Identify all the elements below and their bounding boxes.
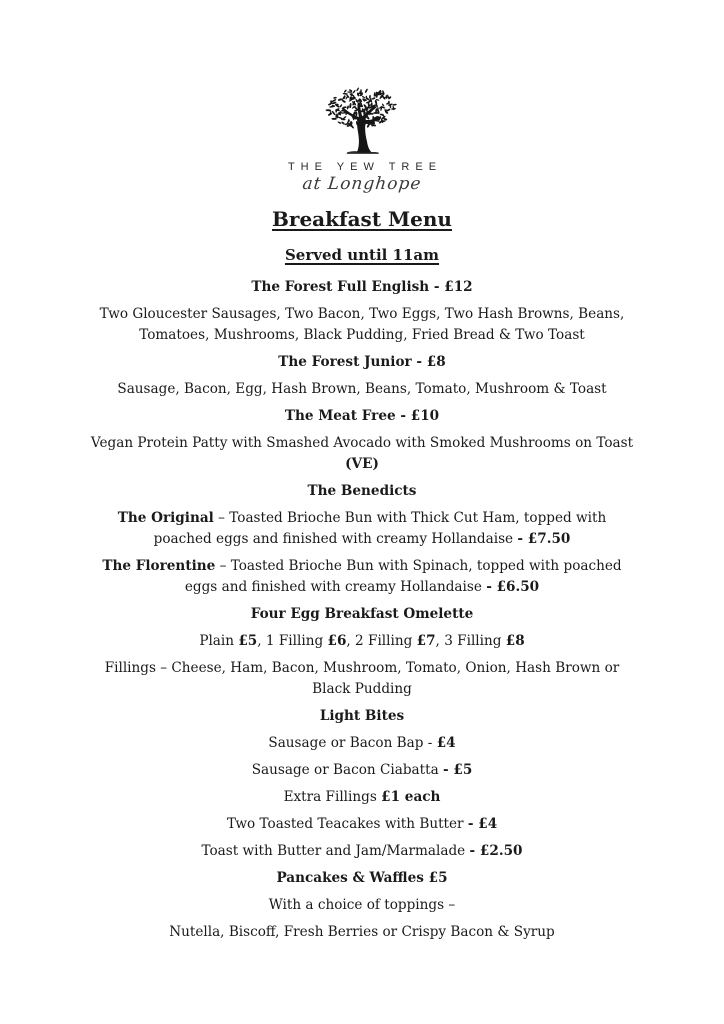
- menu-line-text: , 3 Filling: [435, 633, 506, 649]
- menu-line: [90, 895, 634, 916]
- menu-line: [90, 760, 634, 781]
- menu-line-bold-text: - £4: [467, 816, 498, 832]
- menu-lines: [90, 277, 634, 943]
- menu-line-bold-text: The Florentine: [102, 558, 216, 574]
- menu-line-text: Plain: [199, 633, 239, 649]
- menu-line-bold-text: £7: [416, 633, 436, 649]
- menu-line-bold-text: Pancakes & Waffles £5: [276, 870, 448, 886]
- menu-line-bold-text: £6: [327, 633, 347, 649]
- menu-line-text: – Toasted Brioche Bun with Thick Cut Ham, topped with poached eggs and finished with creamy Hollandaise: [153, 510, 607, 547]
- menu-line-bold-text: - £6.50: [486, 579, 540, 595]
- menu-line-bold-text: (VE): [345, 456, 379, 472]
- menu-line-text: Extra Fillings: [283, 789, 382, 805]
- menu-line-text: Toast with Butter and Jam/Marmalade: [201, 843, 470, 859]
- menu-line-bold-text: The Forest Full English - £12: [251, 279, 473, 295]
- menu-line: [90, 658, 634, 700]
- menu-line: [90, 631, 634, 652]
- menu-line-bold-text: £4: [436, 735, 456, 751]
- menu-line-text: Sausage, Bacon, Egg, Hash Brown, Beans, Tomato, Mushroom & Toast: [117, 381, 607, 397]
- menu-line-text: , 1 Filling: [257, 633, 328, 649]
- menu-line-bold-text: The Meat Free - £10: [284, 408, 440, 424]
- menu-line-bold-text: - £7.50: [517, 531, 571, 547]
- logo-name: THE YEW TREE: [287, 161, 443, 173]
- menu-line-text: Nutella, Biscoff, Fresh Berries or Crispy Bacon & Syrup: [169, 924, 555, 940]
- menu-line-bold-text: The Forest Junior - £8: [278, 354, 446, 370]
- menu-line-text: – Toasted Brioche Bun with Spinach, topped with poached eggs and finished with creamy Hollandaise: [184, 558, 622, 595]
- menu-line-bold-text: Light Bites: [319, 708, 405, 724]
- menu-line: [90, 787, 634, 808]
- menu-line-bold-text: Four Egg Breakfast Omelette: [250, 606, 474, 622]
- menu-line: [90, 304, 634, 346]
- menu-line-bold-text: £1 each: [381, 789, 441, 805]
- menu-line: [90, 406, 634, 427]
- menu-title: Breakfast Menu: [272, 207, 452, 231]
- menu-line-text: Sausage or Bacon Ciabatta: [251, 762, 443, 778]
- yew-tree-icon: [313, 82, 411, 158]
- menu-line-bold-text: The Benedicts: [307, 483, 417, 499]
- logo-block: [0, 0, 724, 194]
- menu-line: [90, 922, 634, 943]
- menu-line: [90, 508, 634, 550]
- menu-line-text: With a choice of toppings –: [268, 897, 456, 913]
- menu-line: [90, 814, 634, 835]
- menu-line-bold-text: £8: [505, 633, 525, 649]
- menu-line-text: Fillings – Cheese, Ham, Bacon, Mushroom, Tomato, Onion, Hash Brown or Black Pudding: [104, 660, 620, 697]
- menu-line: [90, 379, 634, 400]
- menu-line: [90, 706, 634, 727]
- menu-line: [90, 433, 634, 475]
- menu-line-text: , 2 Filling: [346, 633, 417, 649]
- menu-line-bold-text: - £5: [443, 762, 473, 778]
- menu-line-text: Two Gloucester Sausages, Two Bacon, Two Eggs, Two Hash Browns, Beans, Tomatoes, Mushrooms, Black Pudding, Fried Bread & Two Toast: [99, 306, 625, 343]
- menu-line: [90, 481, 634, 502]
- menu-line-bold-text: The Original: [117, 510, 214, 526]
- menu-line: [90, 868, 634, 889]
- menu-line: [90, 604, 634, 625]
- menu-line: [90, 733, 634, 754]
- menu-line-text: Sausage or Bacon Bap -: [268, 735, 437, 751]
- menu-line: [90, 556, 634, 598]
- menu-line: [90, 841, 634, 862]
- logo-tagline: at Longhope: [301, 174, 423, 194]
- menu-line: [90, 352, 634, 373]
- menu-line-text: Vegan Protein Patty with Smashed Avocado with Smoked Mushrooms on Toast: [90, 435, 634, 451]
- menu-line-bold-text: £5: [238, 633, 258, 649]
- menu-line-text: Two Toasted Teacakes with Butter: [226, 816, 468, 832]
- menu-line-bold-text: - £2.50: [469, 843, 523, 859]
- menu-subtitle: Served until 11am: [284, 246, 440, 264]
- menu-line: [90, 277, 634, 298]
